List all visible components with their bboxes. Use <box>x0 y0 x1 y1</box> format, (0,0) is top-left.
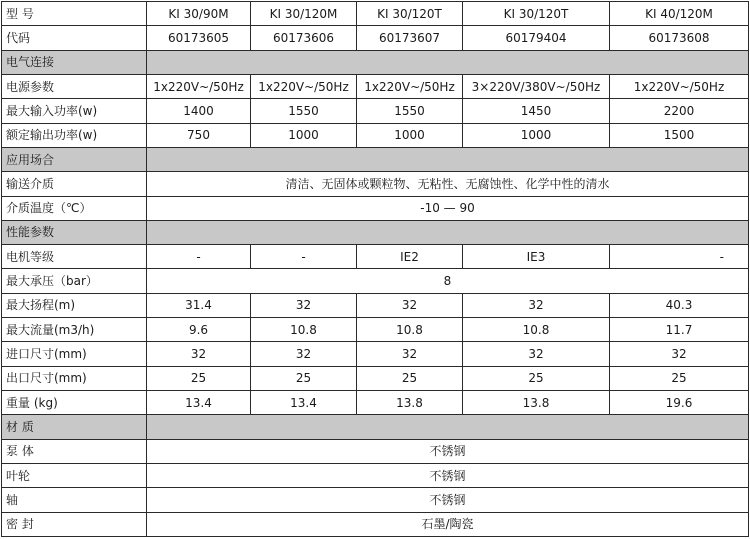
table-row <box>2 463 749 487</box>
section-application <box>2 147 749 171</box>
table-row <box>2 99 749 123</box>
section-material-filler <box>147 415 749 439</box>
code-label: 代码 <box>2 26 147 50</box>
section-performance <box>2 220 749 244</box>
table-row <box>2 74 749 98</box>
table-row <box>2 391 749 415</box>
table-row <box>2 366 749 390</box>
section-performance-filler <box>147 220 749 244</box>
max-pressure-value: 8 <box>147 269 749 293</box>
max-input-power-3: 1550 <box>357 99 463 123</box>
table-row <box>2 512 749 536</box>
max-head-2: 32 <box>251 293 357 317</box>
weight-label: 重量 (kg) <box>2 391 147 415</box>
weight-1: 13.4 <box>147 391 251 415</box>
rated-output-power-3: 1000 <box>357 123 463 147</box>
max-input-power-2: 1550 <box>251 99 357 123</box>
section-electrical-title: 电气连接 <box>2 50 147 74</box>
model-label: 型 号 <box>2 2 147 26</box>
max-head-5: 40.3 <box>610 293 749 317</box>
motor-class-1: - <box>147 245 251 269</box>
max-input-power-1: 1400 <box>147 99 251 123</box>
model-1: KI 30/90M <box>147 2 251 26</box>
power-supply-label: 电源参数 <box>2 74 147 98</box>
inlet-size-label: 进口尺寸(mm) <box>2 342 147 366</box>
table-row <box>2 318 749 342</box>
model-3: KI 30/120T <box>357 2 463 26</box>
table-row <box>2 172 749 196</box>
medium-temp-label: 介质温度（℃） <box>2 196 147 220</box>
table-row <box>2 488 749 512</box>
power-supply-4: 3×220V/380V~/50Hz <box>463 74 610 98</box>
section-application-filler <box>147 147 749 171</box>
table-row <box>2 196 749 220</box>
max-flow-3: 10.8 <box>357 318 463 342</box>
model-2: KI 30/120M <box>251 2 357 26</box>
rated-output-power-4: 1000 <box>463 123 610 147</box>
impeller-value: 不锈钢 <box>147 463 749 487</box>
power-supply-5: 1x220V~/50Hz <box>610 74 749 98</box>
max-flow-4: 10.8 <box>463 318 610 342</box>
inlet-size-4: 32 <box>463 342 610 366</box>
table-row <box>2 123 749 147</box>
motor-class-5: - <box>610 245 749 269</box>
table-row <box>2 245 749 269</box>
shaft-value: 不锈钢 <box>147 488 749 512</box>
medium-temp-value: -10 — 90 <box>147 196 749 220</box>
max-head-1: 31.4 <box>147 293 251 317</box>
code-4: 60179404 <box>463 26 610 50</box>
shaft-label: 轴 <box>2 488 147 512</box>
max-head-4: 32 <box>463 293 610 317</box>
max-flow-1: 9.6 <box>147 318 251 342</box>
impeller-label: 叶轮 <box>2 463 147 487</box>
medium-value: 清洁、无固体或颗粒物、无粘性、无腐蚀性、化学中性的清水 <box>147 172 749 196</box>
model-row <box>2 2 749 26</box>
rated-output-power-5: 1500 <box>610 123 749 147</box>
code-1: 60173605 <box>147 26 251 50</box>
rated-output-power-label: 额定输出功率(w) <box>2 123 147 147</box>
code-2: 60173606 <box>251 26 357 50</box>
max-input-power-4: 1450 <box>463 99 610 123</box>
inlet-size-1: 32 <box>147 342 251 366</box>
motor-class-label: 电机等级 <box>2 245 147 269</box>
section-electrical-filler <box>147 50 749 74</box>
max-head-3: 32 <box>357 293 463 317</box>
section-performance-title: 性能参数 <box>2 220 147 244</box>
max-flow-5: 11.7 <box>610 318 749 342</box>
section-electrical <box>2 50 749 74</box>
section-material-title: 材 质 <box>2 415 147 439</box>
rated-output-power-1: 750 <box>147 123 251 147</box>
motor-class-3: IE2 <box>357 245 463 269</box>
table-row <box>2 342 749 366</box>
weight-2: 13.4 <box>251 391 357 415</box>
section-application-title: 应用场合 <box>2 147 147 171</box>
code-5: 60173608 <box>610 26 749 50</box>
inlet-size-2: 32 <box>251 342 357 366</box>
outlet-size-4: 25 <box>463 366 610 390</box>
medium-label: 输送介质 <box>2 172 147 196</box>
motor-class-2: - <box>251 245 357 269</box>
spec-table <box>1 1 749 537</box>
max-flow-label: 最大流量(m3/h) <box>2 318 147 342</box>
outlet-size-3: 25 <box>357 366 463 390</box>
power-supply-1: 1x220V~/50Hz <box>147 74 251 98</box>
pump-body-value: 不锈钢 <box>147 439 749 463</box>
inlet-size-5: 32 <box>610 342 749 366</box>
outlet-size-1: 25 <box>147 366 251 390</box>
weight-3: 13.8 <box>357 391 463 415</box>
weight-4: 13.8 <box>463 391 610 415</box>
power-supply-3: 1x220V~/50Hz <box>357 74 463 98</box>
power-supply-2: 1x220V~/50Hz <box>251 74 357 98</box>
table-row <box>2 293 749 317</box>
max-head-label: 最大扬程(m) <box>2 293 147 317</box>
seal-label: 密 封 <box>2 512 147 536</box>
max-input-power-5: 2200 <box>610 99 749 123</box>
section-material <box>2 415 749 439</box>
seal-value: 石墨/陶瓷 <box>147 512 749 536</box>
outlet-size-2: 25 <box>251 366 357 390</box>
pump-body-label: 泵 体 <box>2 439 147 463</box>
model-5: KI 40/120M <box>610 2 749 26</box>
model-4: KI 30/120T <box>463 2 610 26</box>
outlet-size-label: 出口尺寸(mm) <box>2 366 147 390</box>
table-row <box>2 439 749 463</box>
max-input-power-label: 最大输入功率(w) <box>2 99 147 123</box>
max-flow-2: 10.8 <box>251 318 357 342</box>
table-row <box>2 269 749 293</box>
code-row <box>2 26 749 50</box>
inlet-size-3: 32 <box>357 342 463 366</box>
code-3: 60173607 <box>357 26 463 50</box>
motor-class-4: IE3 <box>463 245 610 269</box>
weight-5: 19.6 <box>610 391 749 415</box>
outlet-size-5: 25 <box>610 366 749 390</box>
max-pressure-label: 最大承压（bar） <box>2 269 147 293</box>
rated-output-power-2: 1000 <box>251 123 357 147</box>
